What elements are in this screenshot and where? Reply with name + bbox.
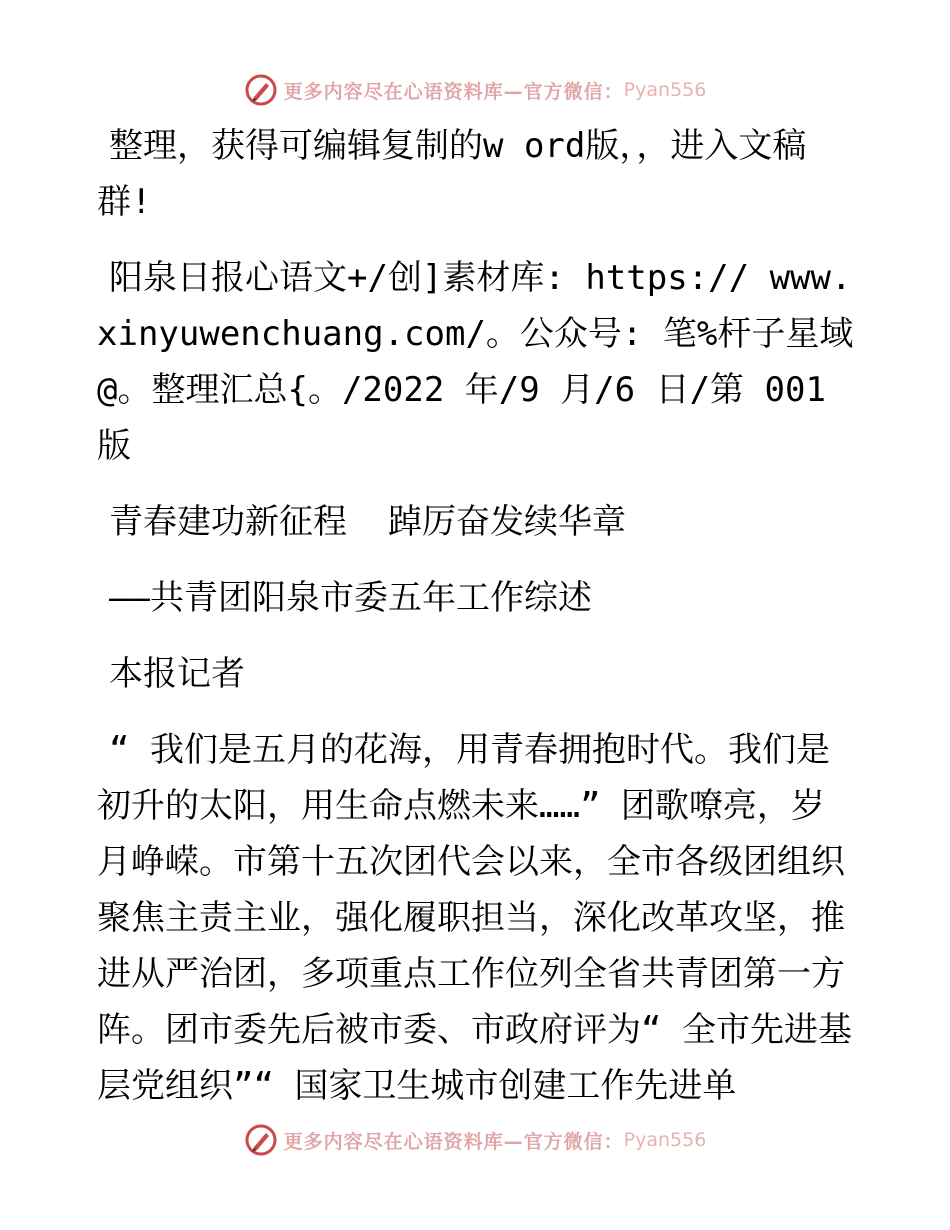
header-watermark	[0, 70, 950, 110]
paragraph-intro: 整理，获得可编辑复制的w ord版，，进入文稿群!	[97, 126, 807, 222]
article-body-paragraph: “ 我们是五月的花海，用青春拥抱时代。我们是初升的太阳，用生命点燃未来……” 团歌嘹亮，岁月峥嵘。市第十五次团代会以来，全市各级团组织聚焦主责主业，强化履职担当，深化改革攻坚，推进从严治团，多项重点工作位列全省共青团第一方阵。团市委先后被市委、市政府评为“ 全市先进基层党组织”“ 国家卫生城市创建工作先进单	[97, 730, 852, 1106]
article-byline: 本报记者	[109, 654, 245, 694]
article-subtitle: ——共青团阳泉市委五年工作综述	[109, 578, 592, 618]
watermark-text: 更多内容尽在心语资料库—官方微信：	[283, 1130, 624, 1153]
watermark-handle: Pyan556	[623, 79, 707, 101]
pen-circle-icon	[244, 1123, 278, 1157]
pen-circle-icon	[244, 73, 278, 107]
watermark-text: 更多内容尽在心语资料库—官方微信：	[283, 80, 624, 103]
paragraph-source: 阳泉日报心语文+/创]素材库: https:// www.xinyuwenchuang.com/。公众号: 笔%杆子星域@。整理汇总{。/2022 年/9 月/6 日/第 001 版	[97, 258, 854, 466]
footer-watermark	[0, 1120, 950, 1160]
document-body	[97, 118, 857, 1134]
watermark-handle: Pyan556	[623, 1129, 707, 1151]
article-title: 青春建功新征程 踔厉奋发续华章	[109, 502, 626, 542]
